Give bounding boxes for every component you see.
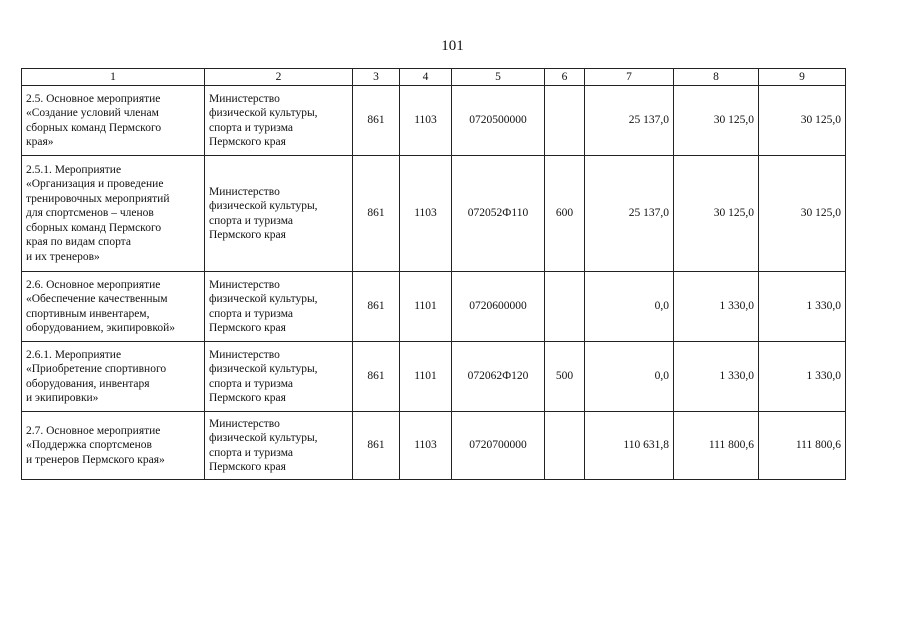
target-cell: 072062Ф120	[452, 342, 545, 412]
year2-amount: 30 125,0	[674, 156, 759, 272]
year1-amount: 110 631,8	[585, 412, 674, 480]
ministry-cell: Министерство физической культуры, спорта и туризма Пермского края	[205, 156, 353, 272]
grbs-cell: 861	[353, 156, 400, 272]
ministry-cell: Министерство физической культуры, спорта и туризма Пермского края	[205, 272, 353, 342]
table-row	[22, 272, 846, 342]
header-cell: 1	[22, 69, 205, 86]
grbs-cell: 861	[353, 272, 400, 342]
ministry-cell: Министерство физической культуры, спорта и туризма Пермского края	[205, 86, 353, 156]
grbs-cell: 861	[353, 412, 400, 480]
grbs-cell: 861	[353, 342, 400, 412]
activity-cell: 2.6.1. Мероприятие «Приобретение спортивного оборудования, инвентаря и экипировки»	[22, 342, 205, 412]
year2-amount: 30 125,0	[674, 86, 759, 156]
year1-amount: 0,0	[585, 272, 674, 342]
target-cell: 0720600000	[452, 272, 545, 342]
section-cell: 1103	[400, 156, 452, 272]
activity-cell: 2.5.1. Мероприятие «Организация и проведение тренировочных мероприятий для спортсменов – членов сборных команд Пермского края по видам спорта и их тренеров»	[22, 156, 205, 272]
table-row	[22, 156, 846, 272]
vr-cell	[545, 272, 585, 342]
year3-amount: 1 330,0	[759, 342, 846, 412]
header-row	[22, 69, 846, 86]
year2-amount: 1 330,0	[674, 342, 759, 412]
section-cell: 1101	[400, 342, 452, 412]
header-cell: 7	[585, 69, 674, 86]
section-cell: 1103	[400, 86, 452, 156]
grbs-cell: 861	[353, 86, 400, 156]
vr-cell	[545, 86, 585, 156]
table-row	[22, 412, 846, 480]
ministry-cell: Министерство физической культуры, спорта и туризма Пермского края	[205, 342, 353, 412]
vr-cell: 600	[545, 156, 585, 272]
year1-amount: 25 137,0	[585, 156, 674, 272]
table-row	[22, 86, 846, 156]
activity-cell: 2.5. Основное мероприятие «Создание условий членам сборных команд Пермского края»	[22, 86, 205, 156]
section-cell: 1101	[400, 272, 452, 342]
target-cell: 0720500000	[452, 86, 545, 156]
header-cell: 3	[353, 69, 400, 86]
section-cell: 1103	[400, 412, 452, 480]
year3-amount: 111 800,6	[759, 412, 846, 480]
target-cell: 0720700000	[452, 412, 545, 480]
year3-amount: 30 125,0	[759, 86, 846, 156]
header-cell: 4	[400, 69, 452, 86]
activity-cell: 2.7. Основное мероприятие «Поддержка спортсменов и тренеров Пермского края»	[22, 412, 205, 480]
year2-amount: 111 800,6	[674, 412, 759, 480]
header-cell: 6	[545, 69, 585, 86]
table-row	[22, 342, 846, 412]
year3-amount: 1 330,0	[759, 272, 846, 342]
year2-amount: 1 330,0	[674, 272, 759, 342]
header-cell: 2	[205, 69, 353, 86]
activity-cell: 2.6. Основное мероприятие «Обеспечение качественным спортивным инвентарем, оборудованием, экипировкой»	[22, 272, 205, 342]
header-cell: 5	[452, 69, 545, 86]
target-cell: 072052Ф110	[452, 156, 545, 272]
ministry-cell: Министерство физической культуры, спорта и туризма Пермского края	[205, 412, 353, 480]
year1-amount: 25 137,0	[585, 86, 674, 156]
year1-amount: 0,0	[585, 342, 674, 412]
year3-amount: 30 125,0	[759, 156, 846, 272]
page-number: 101	[441, 38, 464, 54]
vr-cell: 500	[545, 342, 585, 412]
budget-table	[21, 68, 846, 480]
header-cell: 8	[674, 69, 759, 86]
header-cell: 9	[759, 69, 846, 86]
vr-cell	[545, 412, 585, 480]
